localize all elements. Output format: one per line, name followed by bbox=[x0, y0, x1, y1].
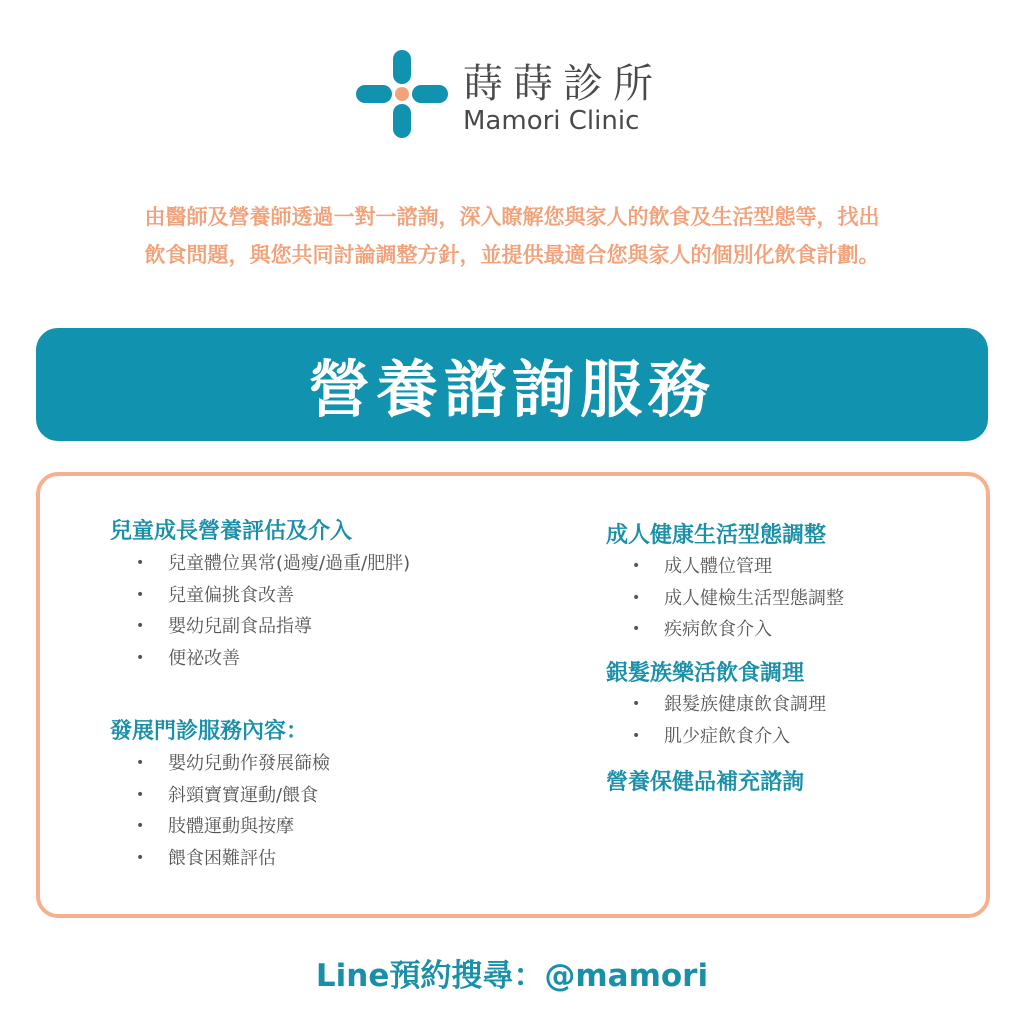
bullet-icon: • bbox=[632, 558, 641, 574]
section-title-senior-diet: 銀髮族樂活飲食調理 bbox=[606, 661, 805, 686]
list-item: • 肌少症飲食介入 bbox=[606, 721, 826, 753]
clinic-name-cn: 蒔蒔診所 bbox=[463, 61, 663, 107]
service-banner bbox=[36, 328, 988, 441]
list-item: • 銀髮族健康飲食調理 bbox=[606, 689, 826, 721]
list-item: • 便祕改善 bbox=[110, 643, 410, 675]
list-item: • 嬰幼兒副食品指導 bbox=[110, 611, 410, 643]
list-item: • 餵食困難評估 bbox=[110, 843, 330, 875]
bullet-icon: • bbox=[632, 621, 641, 637]
intro-line-1: 由醫師及營養師透過一對一諮詢，深入瞭解您與家人的飲食及生活型態等，找出 bbox=[144, 205, 880, 229]
list-item: • 兒童體位異常(過瘦/過重/肥胖) bbox=[110, 548, 410, 580]
section-title-development-clinic: 發展門診服務內容： bbox=[110, 719, 309, 744]
list-development-clinic bbox=[110, 748, 330, 874]
bullet-icon: • bbox=[136, 586, 145, 603]
intro-line-2: 飲食問題，與您共同討論調整方針，並提供最適合您與家人的個別化飲食計劃。 bbox=[144, 243, 880, 267]
list-item: • 肢體運動與按摩 bbox=[110, 811, 330, 843]
bullet-icon: • bbox=[136, 818, 145, 834]
bullet-icon: • bbox=[632, 589, 641, 606]
clinic-logo-icon bbox=[356, 48, 448, 140]
bullet-icon: • bbox=[136, 618, 145, 634]
bullet-icon: • bbox=[136, 786, 145, 803]
list-senior-diet bbox=[606, 689, 826, 752]
line-booking-footer: Line預約搜尋：@mamori bbox=[315, 958, 709, 994]
bullet-icon: • bbox=[136, 555, 145, 571]
bullet-icon: • bbox=[632, 696, 641, 712]
section-title-supplements: 營養保健品補充諮詢 bbox=[606, 770, 805, 795]
bullet-icon: • bbox=[632, 727, 641, 744]
list-child-nutrition bbox=[110, 548, 410, 674]
services-panel bbox=[36, 472, 990, 918]
list-adult-lifestyle bbox=[606, 551, 844, 646]
bullet-icon: • bbox=[136, 755, 145, 771]
list-item: • 疾病飲食介入 bbox=[606, 614, 844, 646]
intro-text bbox=[0, 198, 1024, 274]
bullet-icon: • bbox=[136, 849, 145, 866]
section-title-child-nutrition: 兒童成長營養評估及介入 bbox=[110, 519, 353, 544]
list-item: • 成人健檢生活型態調整 bbox=[606, 583, 844, 615]
list-item: • 兒童偏挑食改善 bbox=[110, 580, 410, 612]
bullet-icon: • bbox=[136, 649, 145, 666]
list-item: • 成人體位管理 bbox=[606, 551, 844, 583]
list-item: • 斜頸寶寶運動/餵食 bbox=[110, 780, 330, 812]
list-item: • 嬰幼兒動作發展篩檢 bbox=[110, 748, 330, 780]
banner-title: 營養諮詢服務 bbox=[307, 353, 716, 426]
clinic-name-en: Mamori Clinic bbox=[463, 106, 640, 136]
section-title-adult-lifestyle: 成人健康生活型態調整 bbox=[606, 523, 827, 548]
